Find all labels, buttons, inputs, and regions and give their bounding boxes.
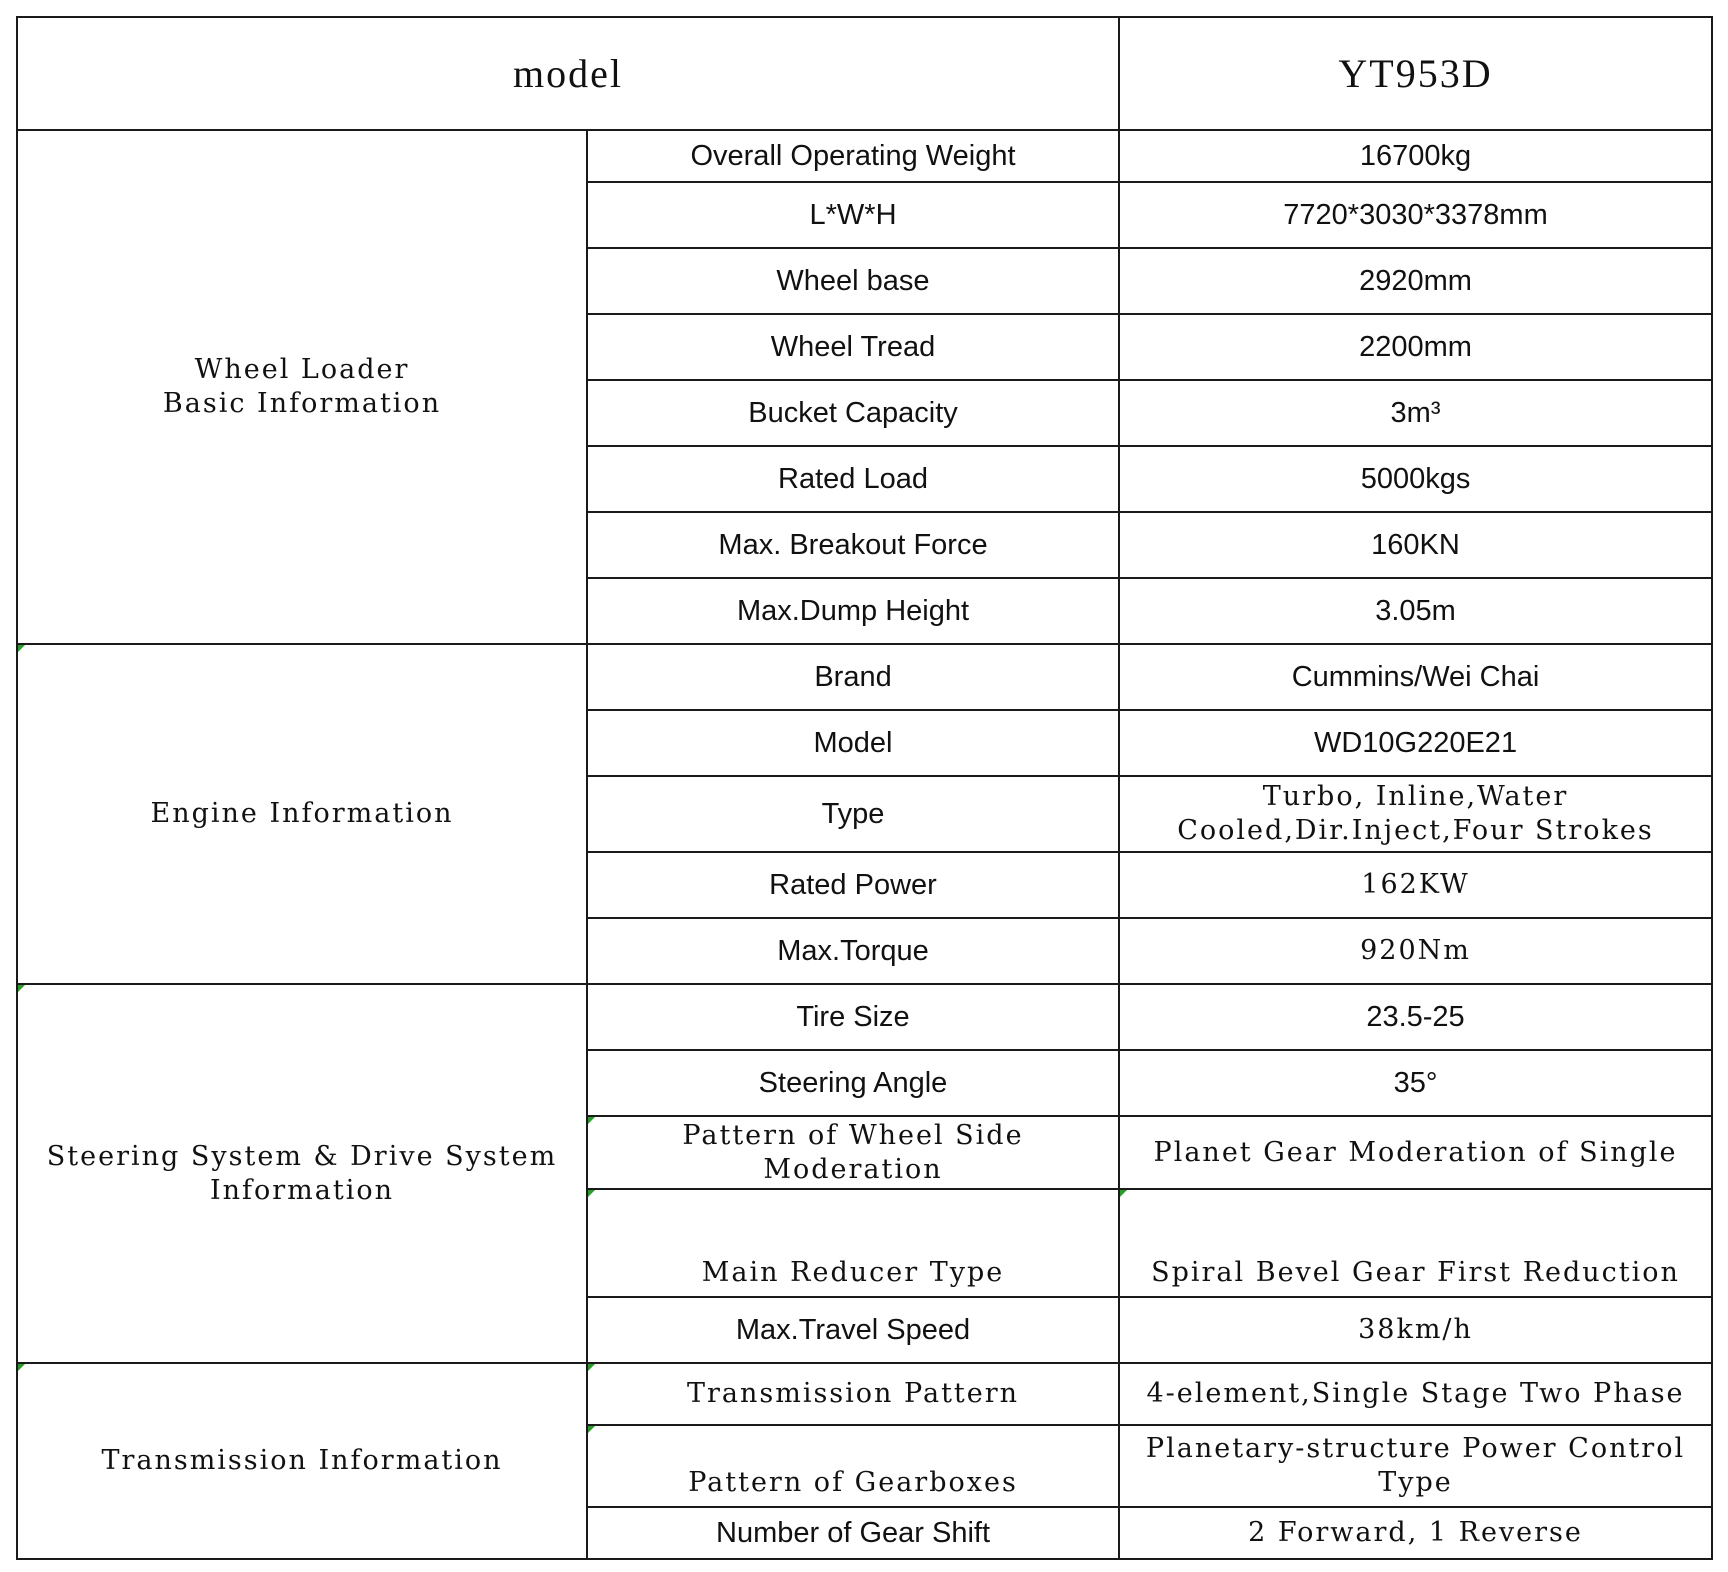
- group-title-line: Steering System & Drive System: [46, 1140, 558, 1172]
- table-row: [17, 644, 1712, 710]
- spec-label: Wheel Tread: [587, 314, 1119, 380]
- spec-label-line: Moderation: [763, 1153, 943, 1185]
- spec-value: [1119, 776, 1712, 852]
- spec-value: 3m³: [1119, 380, 1712, 446]
- spec-label: Wheel base: [587, 248, 1119, 314]
- spec-value: 38km/h: [1119, 1297, 1712, 1363]
- spec-value: 162KW: [1119, 852, 1712, 918]
- header-model-value: YT953D: [1119, 17, 1712, 130]
- group-title-line: Basic Information: [162, 388, 442, 419]
- spec-label: Main Reducer Type: [587, 1189, 1119, 1297]
- spec-value: Spiral Bevel Gear First Reduction: [1119, 1189, 1712, 1297]
- spec-label: Transmission Pattern: [587, 1363, 1119, 1425]
- spec-label: Max.Torque: [587, 918, 1119, 984]
- spec-label: Brand: [587, 644, 1119, 710]
- spec-value: 2200mm: [1119, 314, 1712, 380]
- spec-label: Overall Operating Weight: [587, 130, 1119, 182]
- table-row: [17, 130, 1712, 182]
- spec-value: Cummins/Wei Chai: [1119, 644, 1712, 710]
- spec-value: 35°: [1119, 1050, 1712, 1116]
- spec-label: Max. Breakout Force: [587, 512, 1119, 578]
- spec-value: 2 Forward, 1 Reverse: [1119, 1507, 1712, 1559]
- spec-value: 5000kgs: [1119, 446, 1712, 512]
- spec-value: 160KN: [1119, 512, 1712, 578]
- group-title-basic-info: [17, 130, 587, 644]
- spec-label: Rated Load: [587, 446, 1119, 512]
- spec-label: Max.Dump Height: [587, 578, 1119, 644]
- spec-value-line: Turbo, Inline,Water: [1262, 781, 1569, 813]
- spec-value-line: Planetary-structure Power Control: [1145, 1433, 1686, 1465]
- spec-sheet: [16, 16, 1711, 1556]
- spec-value: WD10G220E21: [1119, 710, 1712, 776]
- group-title-engine-info: [17, 644, 587, 984]
- spec-value: 920Nm: [1119, 918, 1712, 984]
- spec-value-line: Type: [1378, 1467, 1453, 1498]
- spec-value: 3.05m: [1119, 578, 1712, 644]
- spec-label: Type: [587, 776, 1119, 852]
- spec-label: Model: [587, 710, 1119, 776]
- spec-value: 7720*3030*3378mm: [1119, 182, 1712, 248]
- table-row: [17, 984, 1712, 1050]
- table-row: [17, 1363, 1712, 1425]
- spec-value-line: Cooled,Dir.Inject,Four Strokes: [1177, 815, 1654, 846]
- spec-label: [587, 1116, 1119, 1189]
- spec-value: 4-element,Single Stage Two Phase: [1119, 1363, 1712, 1425]
- spec-value: 23.5-25: [1119, 984, 1712, 1050]
- spec-label: Steering Angle: [587, 1050, 1119, 1116]
- spec-label: Tire Size: [587, 984, 1119, 1050]
- header-model-label: model: [17, 17, 1119, 130]
- spec-label: L*W*H: [587, 182, 1119, 248]
- spec-table: [16, 16, 1713, 1560]
- spec-value: 2920mm: [1119, 248, 1712, 314]
- group-title-line: Transmission Information: [101, 1445, 503, 1477]
- group-title-steering-drive-info: [17, 984, 587, 1363]
- spec-label: Number of Gear Shift: [587, 1507, 1119, 1559]
- spec-value: 16700kg: [1119, 130, 1712, 182]
- spec-value: [1119, 1425, 1712, 1507]
- group-title-line: Information: [209, 1174, 395, 1206]
- spec-label: Max.Travel Speed: [587, 1297, 1119, 1363]
- group-title-transmission-info: [17, 1363, 587, 1559]
- spec-label: Rated Power: [587, 852, 1119, 918]
- spec-value: Planet Gear Moderation of Single: [1119, 1116, 1712, 1189]
- group-title-line: Wheel Loader: [194, 354, 410, 386]
- spec-label: Bucket Capacity: [587, 380, 1119, 446]
- header-row: [17, 17, 1712, 130]
- group-title-line: Engine Information: [150, 798, 454, 830]
- spec-label-line: Pattern of Wheel Side: [682, 1119, 1024, 1151]
- spec-label: Pattern of Gearboxes: [587, 1425, 1119, 1507]
